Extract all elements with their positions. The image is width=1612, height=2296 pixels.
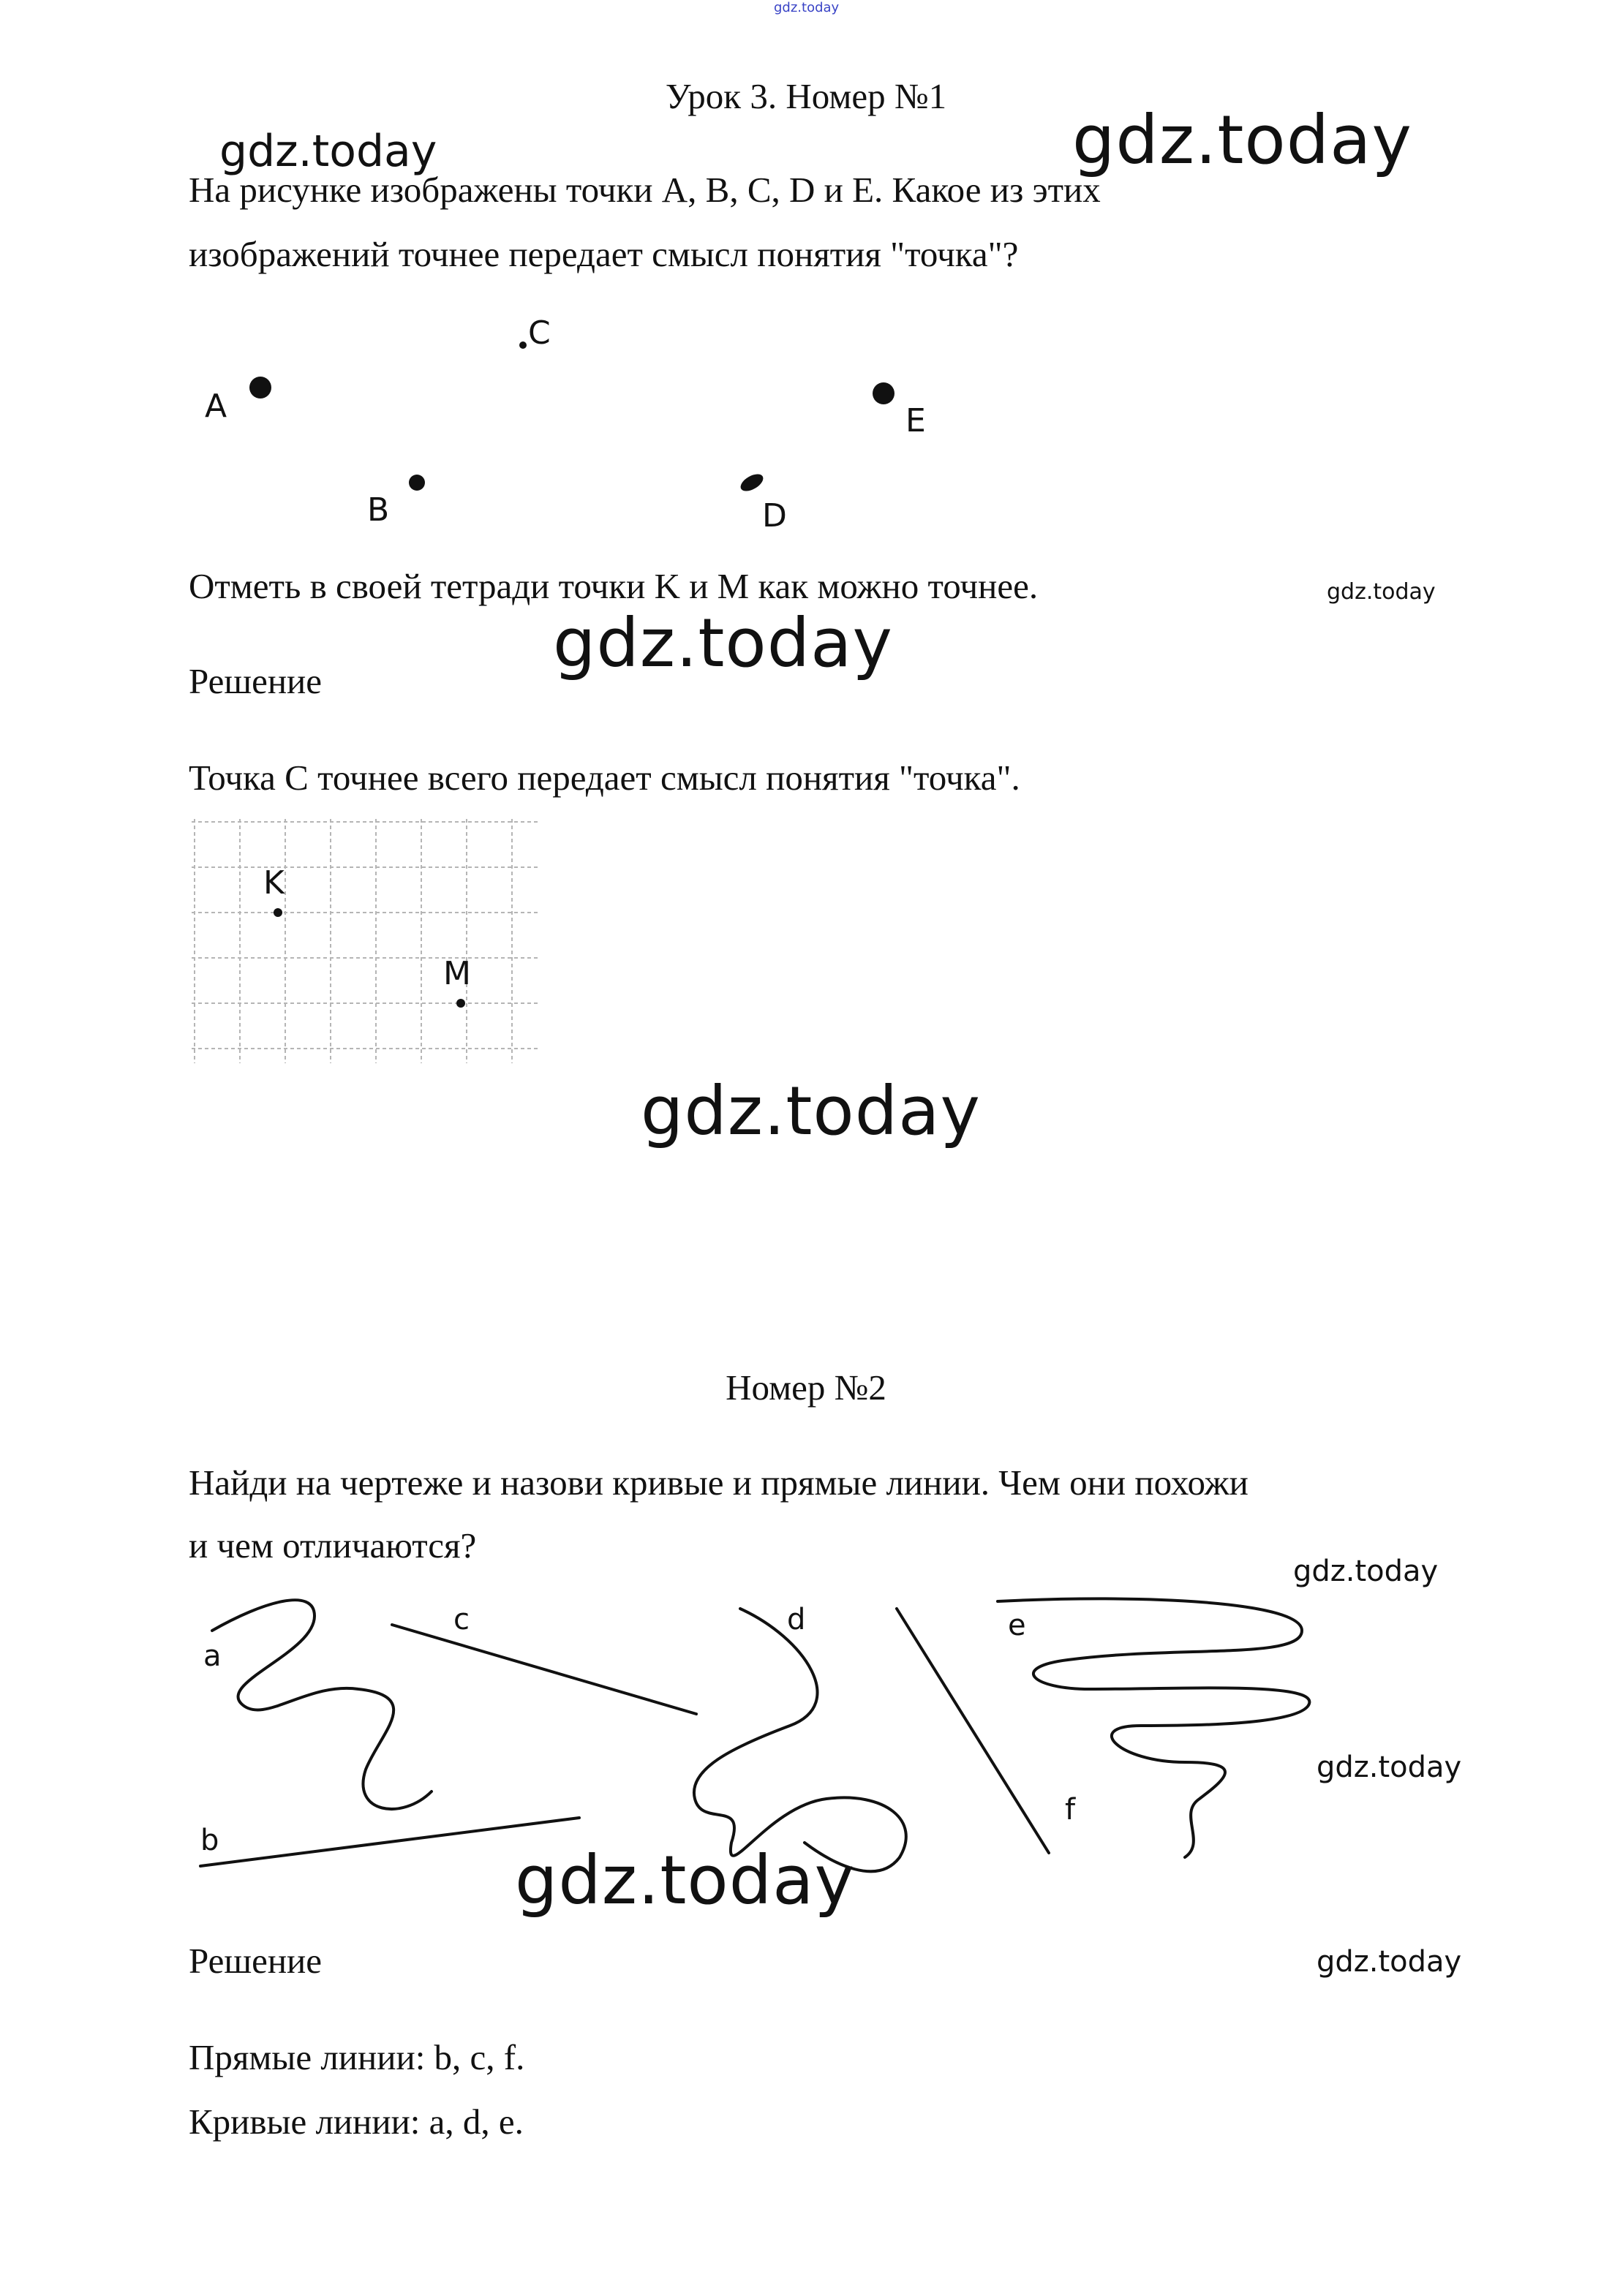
curve-a	[212, 1600, 432, 1809]
label-a: A	[205, 388, 227, 425]
curve-d	[694, 1609, 906, 1871]
curve-e	[998, 1598, 1309, 1857]
point-k	[274, 908, 282, 917]
point-m	[456, 999, 465, 1008]
point-b	[409, 475, 425, 491]
label-d: D	[762, 497, 787, 535]
task2-answer-line1: Прямые линии: b, c, f.	[189, 2037, 525, 2077]
label-a: a	[203, 1639, 222, 1673]
point-a	[249, 377, 271, 399]
point-c	[519, 341, 527, 349]
task1-question-line2: изображений точнее передает смысл понятия "точка"?	[189, 234, 1019, 274]
task1-solution-heading: Решение	[189, 661, 323, 701]
watermark: gdz.today	[1317, 1751, 1462, 1784]
watermark: gdz.today	[1293, 1555, 1439, 1588]
task2-solution-heading: Решение	[189, 1941, 323, 1981]
task2-question-line1: Найди на чертеже и назови кривые и прямые линии. Чем они похожи	[189, 1462, 1248, 1503]
watermark: gdz.today	[641, 1072, 981, 1150]
watermark-top: gdz.today	[774, 0, 840, 15]
label-m: M	[443, 955, 471, 992]
lines-figure	[190, 1579, 1331, 1887]
label-c: c	[453, 1603, 470, 1636]
watermark: gdz.today	[515, 1841, 855, 1919]
watermark: gdz.today	[553, 604, 893, 682]
task1-answer: Точка C точнее всего передает смысл понятия "точка".	[189, 758, 1020, 798]
task1-title: Урок 3. Номер №1	[665, 76, 947, 116]
kmgrid-figure	[192, 819, 543, 1068]
label-e: e	[1008, 1609, 1026, 1642]
watermark: gdz.today	[1072, 101, 1412, 179]
line-c	[392, 1625, 696, 1714]
line-f	[897, 1609, 1049, 1853]
watermark: gdz.today	[1327, 579, 1436, 605]
label-c: C	[528, 314, 551, 352]
task2-question-line2: и чем отличаются?	[189, 1525, 477, 1566]
label-k: K	[263, 864, 285, 902]
label-e: E	[905, 402, 926, 439]
label-b: b	[200, 1824, 219, 1857]
label-f: f	[1065, 1793, 1076, 1827]
point-d	[738, 471, 766, 495]
task1-instruction: Отметь в своей тетради точки K и M как можно точнее.	[189, 566, 1039, 606]
task1-question-line1: На рисунке изображены точки A, B, C, D и E. Какое из этих	[189, 170, 1101, 210]
points-figure	[190, 300, 980, 548]
label-d: d	[787, 1603, 806, 1636]
watermark: gdz.today	[1317, 1945, 1462, 1979]
label-b: B	[367, 491, 390, 529]
task2-answer-line2: Кривые линии: a, d, e.	[189, 2101, 524, 2142]
watermark: gdz.today	[219, 126, 437, 177]
point-e	[873, 382, 894, 404]
task2-title: Номер №2	[726, 1367, 886, 1408]
